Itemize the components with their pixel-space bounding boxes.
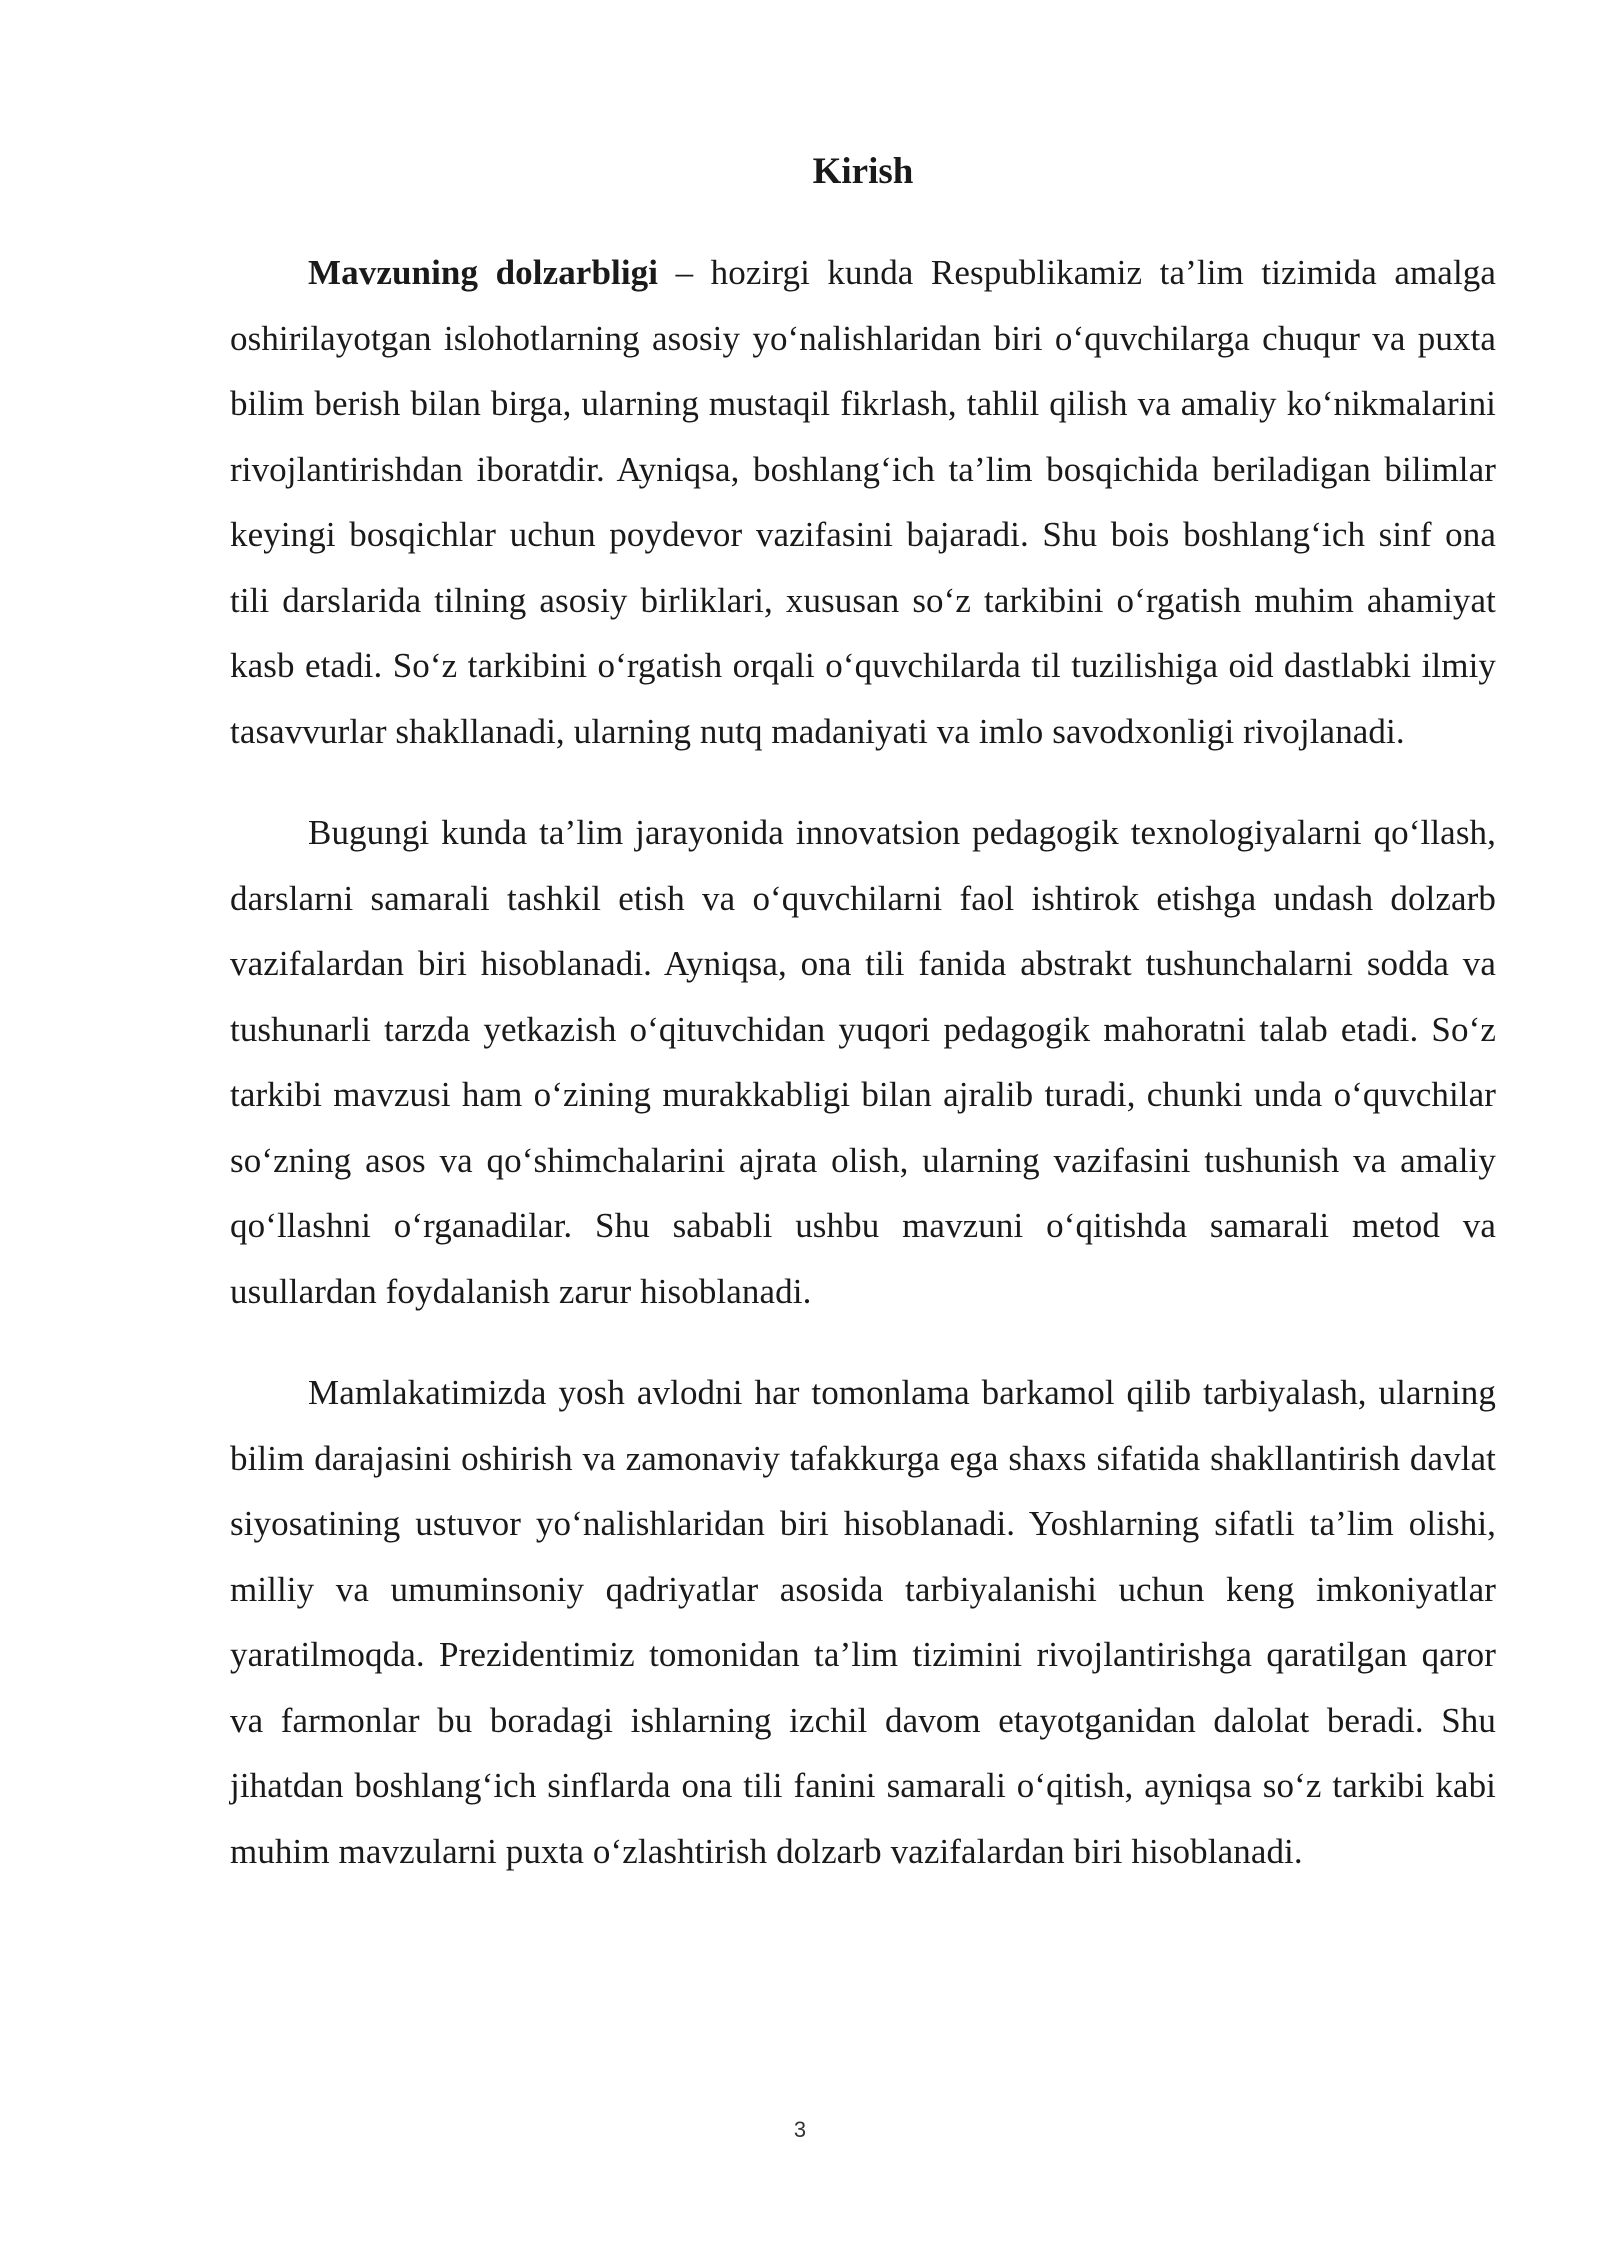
- paragraph-education-policy: Mamlakatimizda yosh avlodni har tomonlama barkamol qilib tarbiyalash, ularning bilim darajasini oshirish va zamonaviy tafakkurga ega shaxs sifatida shakllantirish davlat siyosatining ustuvor yo‘nalishlaridan biri hisoblanadi. Yoshlarning sifatli ta’lim olishi, milliy va umuminsoniy qadriyatlar asosida tarbiyalanishi uchun keng imkoniyatlar yaratilmoqda. Prezidentimiz tomonidan ta’lim tizimini rivojlantirishga qaratilgan qaror va farmonlar bu boradagi ishlarning izchil davom etayotganidan dalolat beradi. Shu jihatdan boshlang‘ich sinflarda ona tili fanini samarali o‘qitish, ayniqsa so‘z tarkibi kabi muhim mavzularni puxta o‘zlashtirish dolzarb vazifalardan biri hisoblanadi.: [230, 1373, 1496, 1871]
- paragraph-relevance: [230, 240, 1496, 764]
- paragraph-lead-bold: Mavzuning dolzarbligi: [308, 253, 659, 292]
- section-title: Kirish: [812, 151, 914, 192]
- paragraph-innovation: Bugungi kunda ta’lim jarayonida innovatsion pedagogik texnologiyalarni qo‘llash, darslarni samarali tashkil etish va o‘quvchilarni faol ishtirok etishga undash dolzarb vazifalardan biri hisoblanadi. Ayniqsa, ona tili fanida abstrakt tushunchalarni sodda va tushunarli tarzda yetkazish o‘qituvchidan yuqori pedagogik mahoratni talab etadi. So‘z tarkibi mavzusi ham o‘zining murakkabligi bilan ajralib turadi, chunki unda o‘quvchilar so‘zning asos va qo‘shimchalarini ajrata olish, ularning vazifasini tushunish va amaliy qo‘llashni o‘rganadilar. Shu sababli ushbu mavzuni o‘qitishda samarali metod va usullardan foydalanish zarur hisoblanadi.: [230, 813, 1496, 1311]
- page-number: 3: [793, 2117, 807, 2142]
- paragraph-body: – hozirgi kunda Respublikamiz ta’lim tizimida amalga oshirilayotgan islohotlarning asosiy yo‘nalishlaridan biri o‘quvchilarga chuqur va puxta bilim berish bilan birga, ularning mustaqil fikrlash, tahlil qilish va amaliy ko‘nikmalarini rivojlantirishdan iboratdir. Ayniqsa, boshlang‘ich ta’lim bosqichida beriladigan bilimlar keyingi bosqichlar uchun poydevor vazifasini bajaradi. Shu bois boshlang‘ich sinf ona tili darslarida tilning asosiy birliklari, xususan so‘z tarkibini o‘rgatish muhim ahamiyat kasb etadi. So‘z tarkibini o‘rgatish orqali o‘quvchilarda til tuzilishiga oid dastlabki ilmiy tasavvurlar shakllanadi, ularning nutq madaniyati va imlo savodxonligi rivojlanadi.: [230, 253, 1497, 751]
- document-page: [230, 148, 1496, 1920]
